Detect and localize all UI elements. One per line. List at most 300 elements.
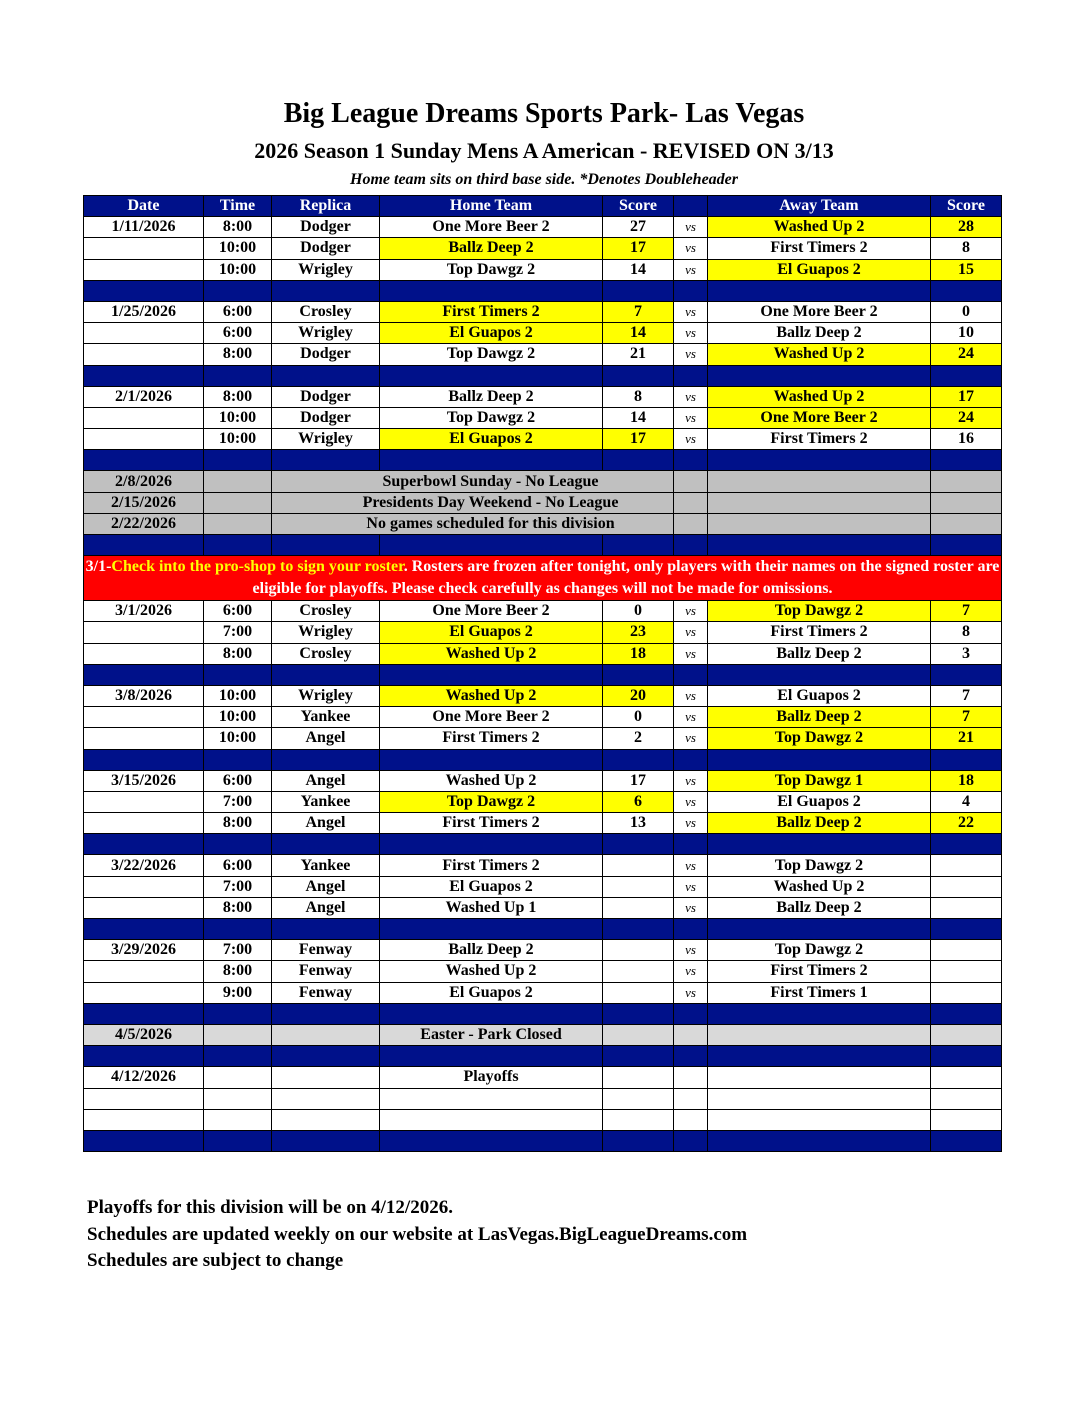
game-row	[84, 217, 1002, 238]
separator-row	[84, 535, 1002, 556]
home-team-cell: Ballz Deep 2	[380, 940, 603, 961]
blank-cell	[603, 1130, 674, 1151]
away-team-cell	[708, 513, 931, 534]
field-cell: Dodger	[272, 386, 380, 407]
away-team-cell: El Guapos 2	[708, 685, 931, 706]
blank-cell	[931, 1130, 1002, 1151]
game-row	[84, 855, 1002, 876]
game-row	[84, 961, 1002, 982]
date-cell	[84, 813, 204, 834]
event-text: Playoffs	[380, 1067, 603, 1088]
blank-cell	[603, 365, 674, 386]
event-text: Easter - Park Closed	[380, 1024, 603, 1045]
field-cell: Yankee	[272, 855, 380, 876]
blank-cell	[674, 919, 708, 940]
blank-cell	[84, 1046, 204, 1067]
empty-cell	[84, 1109, 204, 1130]
footer-playoffs: Playoffs for this division will be on 4/12/2026.	[87, 1197, 453, 1218]
game-row	[84, 323, 1002, 344]
away-team-cell: First Timers 2	[708, 622, 931, 643]
blank-cell	[708, 834, 931, 855]
blank-cell	[272, 535, 380, 556]
separator-row	[84, 1003, 1002, 1024]
blank-cell	[931, 365, 1002, 386]
vs-cell: vs	[674, 982, 708, 1003]
blank-cell	[674, 365, 708, 386]
vs-cell: vs	[674, 429, 708, 450]
away-team-cell: Washed Up 2	[708, 217, 931, 238]
vs-cell: vs	[674, 961, 708, 982]
date-cell: 3/29/2026	[84, 940, 204, 961]
away-score-cell	[931, 940, 1002, 961]
game-row	[84, 601, 1002, 622]
blank-cell	[708, 664, 931, 685]
time-cell: 8:00	[204, 386, 272, 407]
empty-cell	[204, 1109, 272, 1130]
time-cell: 7:00	[204, 622, 272, 643]
blank-cell	[708, 1003, 931, 1024]
schedule-table	[83, 195, 1002, 1152]
home-score-cell: 17	[603, 770, 674, 791]
home-team-cell: Washed Up 2	[380, 961, 603, 982]
away-team-cell: Ballz Deep 2	[708, 897, 931, 918]
blank-cell	[708, 365, 931, 386]
blank-cell	[674, 535, 708, 556]
separator-row	[84, 450, 1002, 471]
away-score-cell: 24	[931, 344, 1002, 365]
home-score-cell: 14	[603, 407, 674, 428]
home-score-cell: 20	[603, 685, 674, 706]
away-team-cell: Top Dawgz 2	[708, 601, 931, 622]
blank-cell	[380, 535, 603, 556]
away-score-cell	[931, 513, 1002, 534]
game-row	[84, 940, 1002, 961]
date-cell: 3/22/2026	[84, 855, 204, 876]
date-cell	[84, 961, 204, 982]
blank-cell	[931, 749, 1002, 770]
away-team-cell: El Guapos 2	[708, 259, 931, 280]
field-cell: Dodger	[272, 407, 380, 428]
time-cell: 8:00	[204, 344, 272, 365]
time-cell: 8:00	[204, 217, 272, 238]
time-cell: 10:00	[204, 685, 272, 706]
date-cell	[84, 876, 204, 897]
away-score-cell	[931, 897, 1002, 918]
away-team-cell: Ballz Deep 2	[708, 707, 931, 728]
away-score-cell	[931, 1024, 1002, 1045]
time-cell: 8:00	[204, 813, 272, 834]
time-cell: 6:00	[204, 855, 272, 876]
game-row	[84, 259, 1002, 280]
away-score-cell: 17	[931, 386, 1002, 407]
home-team-cell: First Timers 2	[380, 301, 603, 322]
vs-cell: vs	[674, 685, 708, 706]
vs-cell: vs	[674, 643, 708, 664]
time-cell: 7:00	[204, 876, 272, 897]
away-score-cell: 18	[931, 770, 1002, 791]
vs-cell: vs	[674, 259, 708, 280]
game-row	[84, 344, 1002, 365]
field-cell: Wrigley	[272, 685, 380, 706]
blank-cell	[674, 1046, 708, 1067]
home-score-cell: 18	[603, 643, 674, 664]
away-score-cell: 24	[931, 407, 1002, 428]
blank-cell	[84, 834, 204, 855]
blank-cell	[603, 664, 674, 685]
header-away-team: Away Team	[708, 196, 931, 217]
home-score-cell: 6	[603, 791, 674, 812]
date-cell	[84, 897, 204, 918]
vs-cell: vs	[674, 323, 708, 344]
time-cell	[204, 471, 272, 492]
blank-cell	[603, 535, 674, 556]
field-cell: Angel	[272, 813, 380, 834]
blank-cell	[204, 749, 272, 770]
away-score-cell	[931, 471, 1002, 492]
empty-cell	[674, 1109, 708, 1130]
date-cell: 3/1/2026	[84, 601, 204, 622]
blank-cell	[380, 450, 603, 471]
home-score-cell: 0	[603, 601, 674, 622]
empty-row	[84, 1088, 1002, 1109]
home-score-cell	[603, 897, 674, 918]
blank-cell	[272, 1003, 380, 1024]
blank-cell	[272, 749, 380, 770]
blank-cell	[84, 749, 204, 770]
empty-cell	[708, 1088, 931, 1109]
separator-row	[84, 749, 1002, 770]
game-row	[84, 791, 1002, 812]
away-score-cell	[931, 1067, 1002, 1088]
home-team-cell: El Guapos 2	[380, 323, 603, 344]
away-score-cell: 22	[931, 813, 1002, 834]
away-team-cell	[708, 1067, 931, 1088]
roster-banner-row	[84, 556, 1002, 601]
home-score-cell	[603, 876, 674, 897]
blank-cell	[272, 1046, 380, 1067]
home-team-cell: El Guapos 2	[380, 876, 603, 897]
home-score-cell: 2	[603, 728, 674, 749]
home-score-cell: 21	[603, 344, 674, 365]
away-score-cell: 16	[931, 429, 1002, 450]
blank-cell	[931, 834, 1002, 855]
home-score-cell: 17	[603, 238, 674, 259]
date-cell	[84, 344, 204, 365]
time-cell: 6:00	[204, 323, 272, 344]
date-cell	[84, 707, 204, 728]
game-row	[84, 301, 1002, 322]
home-score-cell: 17	[603, 429, 674, 450]
home-team-cell: Top Dawgz 2	[380, 259, 603, 280]
time-cell: 8:00	[204, 897, 272, 918]
empty-cell	[84, 1088, 204, 1109]
home-score-cell	[603, 855, 674, 876]
game-row	[84, 429, 1002, 450]
note-text: No games scheduled for this division	[272, 513, 674, 534]
field-cell: Wrigley	[272, 622, 380, 643]
home-team-cell: Ballz Deep 2	[380, 238, 603, 259]
field-cell: Wrigley	[272, 323, 380, 344]
blank-cell	[708, 749, 931, 770]
home-score-cell: 27	[603, 217, 674, 238]
field-cell: Angel	[272, 728, 380, 749]
blank-cell	[603, 1003, 674, 1024]
away-team-cell: Top Dawgz 2	[708, 855, 931, 876]
banner-text: . Rosters are frozen after tonight, only players with their names on the signed roster are eligible for playoffs. Please check carefully as changes will not be made for omissions.	[252, 558, 1000, 598]
blank-cell	[931, 1046, 1002, 1067]
vs-cell: vs	[674, 407, 708, 428]
empty-cell	[708, 1109, 931, 1130]
vs-cell	[674, 513, 708, 534]
away-team-cell: First Timers 1	[708, 982, 931, 1003]
vs-cell: vs	[674, 238, 708, 259]
field-cell: Dodger	[272, 238, 380, 259]
vs-cell	[674, 471, 708, 492]
no-league-row	[84, 492, 1002, 513]
blank-cell	[380, 1130, 603, 1151]
blank-cell	[674, 450, 708, 471]
home-score-cell: 13	[603, 813, 674, 834]
date-cell: 4/5/2026	[84, 1024, 204, 1045]
away-team-cell	[708, 471, 931, 492]
away-team-cell: Top Dawgz 1	[708, 770, 931, 791]
game-row	[84, 982, 1002, 1003]
home-score-cell: 8	[603, 386, 674, 407]
header-home-score: Score	[603, 196, 674, 217]
away-team-cell: First Timers 2	[708, 961, 931, 982]
away-score-cell	[931, 492, 1002, 513]
away-score-cell: 10	[931, 323, 1002, 344]
vs-cell: vs	[674, 601, 708, 622]
date-cell: 2/22/2026	[84, 513, 204, 534]
home-score-cell	[603, 940, 674, 961]
game-row	[84, 707, 1002, 728]
separator-row	[84, 280, 1002, 301]
away-score-cell: 7	[931, 601, 1002, 622]
game-row	[84, 238, 1002, 259]
time-cell: 10:00	[204, 259, 272, 280]
date-cell: 1/11/2026	[84, 217, 204, 238]
away-team-cell	[708, 1024, 931, 1045]
footer-website: Schedules are updated weekly on our website at LasVegas.BigLeagueDreams.com	[87, 1224, 748, 1245]
vs-cell: vs	[674, 386, 708, 407]
roster-banner	[84, 556, 1002, 601]
empty-cell	[272, 1109, 380, 1130]
away-team-cell: One More Beer 2	[708, 301, 931, 322]
date-cell	[84, 429, 204, 450]
time-cell	[204, 492, 272, 513]
page-subtitle: 2026 Season 1 Sunday Mens A American - REVISED ON 3/13	[254, 138, 834, 163]
blank-cell	[204, 664, 272, 685]
vs-cell: vs	[674, 940, 708, 961]
vs-cell: vs	[674, 344, 708, 365]
blank-cell	[708, 280, 931, 301]
no-league-row	[84, 513, 1002, 534]
vs-cell	[674, 1024, 708, 1045]
date-cell	[84, 643, 204, 664]
home-team-cell: One More Beer 2	[380, 601, 603, 622]
home-team-cell: Washed Up 2	[380, 685, 603, 706]
empty-cell	[380, 1109, 603, 1130]
away-team-cell: Ballz Deep 2	[708, 323, 931, 344]
home-score-cell	[603, 1067, 674, 1088]
empty-cell	[674, 1088, 708, 1109]
away-team-cell: First Timers 2	[708, 238, 931, 259]
blank-cell	[84, 450, 204, 471]
away-score-cell	[931, 982, 1002, 1003]
blank-cell	[931, 1003, 1002, 1024]
home-team-cell: Washed Up 2	[380, 643, 603, 664]
field-cell: Yankee	[272, 707, 380, 728]
field-cell: Crosley	[272, 301, 380, 322]
away-team-cell: Washed Up 2	[708, 876, 931, 897]
header-row	[84, 196, 1002, 217]
home-team-cell: One More Beer 2	[380, 217, 603, 238]
field-cell: Fenway	[272, 982, 380, 1003]
field-cell: Fenway	[272, 940, 380, 961]
home-score-cell: 0	[603, 707, 674, 728]
field-cell: Wrigley	[272, 259, 380, 280]
away-score-cell: 0	[931, 301, 1002, 322]
home-team-cell: Top Dawgz 2	[380, 791, 603, 812]
time-cell: 8:00	[204, 643, 272, 664]
home-team-cell: Ballz Deep 2	[380, 386, 603, 407]
empty-cell	[931, 1088, 1002, 1109]
blank-cell	[272, 834, 380, 855]
blank-cell	[84, 1130, 204, 1151]
header-replica: Replica	[272, 196, 380, 217]
away-team-cell: First Timers 2	[708, 429, 931, 450]
home-team-cell: Top Dawgz 2	[380, 407, 603, 428]
vs-cell: vs	[674, 301, 708, 322]
blank-cell	[84, 919, 204, 940]
vs-cell: vs	[674, 707, 708, 728]
field-cell: Fenway	[272, 961, 380, 982]
blank-cell	[708, 1130, 931, 1151]
blank-cell	[204, 450, 272, 471]
vs-cell: vs	[674, 622, 708, 643]
date-cell	[84, 238, 204, 259]
note-text: Superbowl Sunday - No League	[272, 471, 674, 492]
blank-cell	[674, 1130, 708, 1151]
game-row	[84, 643, 1002, 664]
blank-cell	[204, 535, 272, 556]
away-team-cell: El Guapos 2	[708, 791, 931, 812]
home-team-cell: Washed Up 2	[380, 770, 603, 791]
away-score-cell: 28	[931, 217, 1002, 238]
time-cell: 6:00	[204, 301, 272, 322]
home-team-cell: Top Dawgz 2	[380, 344, 603, 365]
home-team-cell: First Timers 2	[380, 728, 603, 749]
vs-cell: vs	[674, 897, 708, 918]
blank-cell	[603, 919, 674, 940]
blank-cell	[931, 280, 1002, 301]
date-cell	[84, 407, 204, 428]
empty-cell	[603, 1088, 674, 1109]
date-cell: 3/15/2026	[84, 770, 204, 791]
game-row	[84, 622, 1002, 643]
date-cell: 2/8/2026	[84, 471, 204, 492]
page-title: Big League Dreams Sports Park- Las Vegas	[283, 98, 805, 129]
empty-cell	[204, 1088, 272, 1109]
home-team-cell: El Guapos 2	[380, 429, 603, 450]
time-cell	[204, 513, 272, 534]
blank-cell	[204, 1003, 272, 1024]
blank-cell	[272, 664, 380, 685]
home-team-cell: El Guapos 2	[380, 622, 603, 643]
blank-cell	[380, 1003, 603, 1024]
home-team-cell: Washed Up 1	[380, 897, 603, 918]
away-team-cell: Ballz Deep 2	[708, 643, 931, 664]
home-score-cell	[603, 982, 674, 1003]
date-cell: 2/1/2026	[84, 386, 204, 407]
blank-cell	[708, 535, 931, 556]
blank-cell	[603, 834, 674, 855]
vs-cell: vs	[674, 855, 708, 876]
blank-cell	[708, 1046, 931, 1067]
blank-cell	[204, 919, 272, 940]
home-score-cell	[603, 1024, 674, 1045]
away-score-cell: 8	[931, 238, 1002, 259]
away-team-cell: One More Beer 2	[708, 407, 931, 428]
blank-cell	[84, 1003, 204, 1024]
empty-row	[84, 1109, 1002, 1130]
empty-cell	[931, 1109, 1002, 1130]
vs-cell: vs	[674, 791, 708, 812]
blank-cell	[674, 664, 708, 685]
blank-cell	[272, 450, 380, 471]
field-cell: Angel	[272, 876, 380, 897]
blank-cell	[204, 280, 272, 301]
no-league-row	[84, 471, 1002, 492]
note-text: Presidents Day Weekend - No League	[272, 492, 674, 513]
separator-row	[84, 919, 1002, 940]
time-cell: 6:00	[204, 770, 272, 791]
blank-cell	[931, 535, 1002, 556]
field-cell	[272, 1067, 380, 1088]
field-cell: Angel	[272, 897, 380, 918]
home-team-note: Home team sits on third base side. *Denotes Doubleheader	[350, 171, 738, 188]
event-row	[84, 1067, 1002, 1088]
banner-highlight: Check into the pro-shop to sign your roster	[111, 558, 404, 576]
date-cell	[84, 259, 204, 280]
away-team-cell: Top Dawgz 2	[708, 728, 931, 749]
blank-cell	[204, 834, 272, 855]
away-team-cell: Ballz Deep 2	[708, 813, 931, 834]
separator-row	[84, 834, 1002, 855]
game-row	[84, 770, 1002, 791]
game-row	[84, 407, 1002, 428]
time-cell: 10:00	[204, 429, 272, 450]
home-score-cell	[603, 961, 674, 982]
footer-disclaimer: Schedules are subject to change	[87, 1250, 344, 1271]
home-team-cell: First Timers 2	[380, 813, 603, 834]
field-cell: Crosley	[272, 601, 380, 622]
away-score-cell: 4	[931, 791, 1002, 812]
blank-cell	[84, 280, 204, 301]
date-cell	[84, 791, 204, 812]
blank-cell	[380, 1046, 603, 1067]
away-score-cell	[931, 961, 1002, 982]
time-cell: 6:00	[204, 601, 272, 622]
blank-cell	[380, 919, 603, 940]
date-cell: 3/8/2026	[84, 685, 204, 706]
blank-cell	[204, 1046, 272, 1067]
away-team-cell: Top Dawgz 2	[708, 940, 931, 961]
blank-cell	[674, 834, 708, 855]
date-cell: 1/25/2026	[84, 301, 204, 322]
empty-cell	[272, 1088, 380, 1109]
